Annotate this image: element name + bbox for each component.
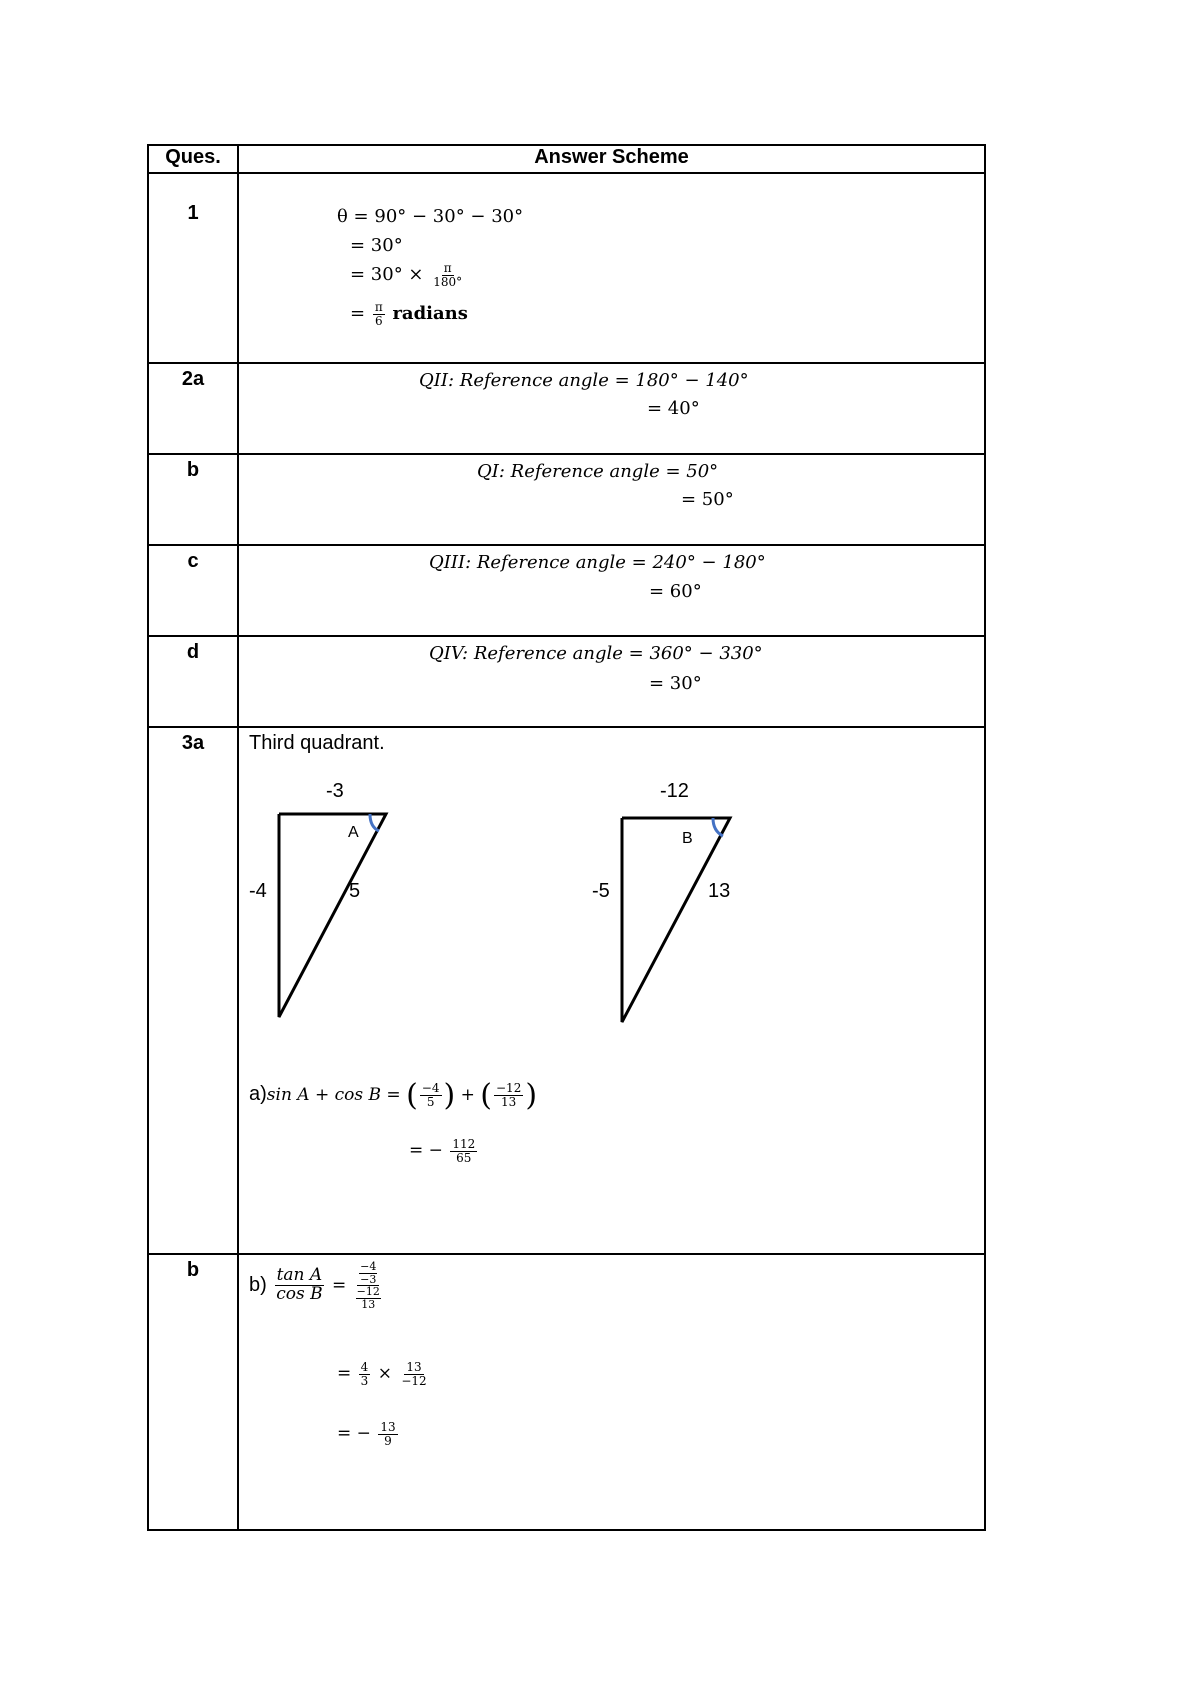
- header-answer-scheme: Answer Scheme: [238, 145, 985, 173]
- q2d-line2: = 30°: [649, 673, 702, 694]
- fraction: [359, 1361, 371, 1387]
- fraction: [274, 1267, 324, 1304]
- header-row: [148, 145, 985, 173]
- q1-line3: [350, 262, 466, 288]
- row-q2b: [148, 454, 985, 545]
- fraction: [450, 1138, 477, 1164]
- denominator: 3: [360, 1373, 369, 1388]
- plus-sign: +: [460, 1085, 475, 1105]
- q2a-line2: = 40°: [647, 398, 700, 419]
- equals-sign: =: [337, 1363, 352, 1384]
- denominator: 180°: [433, 274, 463, 289]
- times-sign: ×: [377, 1363, 392, 1384]
- question-number: 3a: [148, 727, 238, 1254]
- q2c-line1: QIII: Reference angle = 240° − 180°: [429, 552, 766, 573]
- q2b-line1: QI: Reference angle = 50°: [477, 461, 719, 482]
- numerator: π: [374, 300, 383, 314]
- left-paren: (: [480, 1078, 492, 1113]
- q3b-prefix: b): [249, 1274, 267, 1297]
- q2d-line1: QIV: Reference angle = 360° − 330°: [429, 643, 763, 664]
- left-paren: (: [406, 1078, 418, 1113]
- triangle-b-hyp-label: 13: [708, 880, 731, 902]
- triangle-b-side-label: -5: [592, 880, 610, 902]
- fraction: [420, 1082, 442, 1108]
- question-number: 2a: [148, 363, 238, 454]
- row-q2a: [148, 363, 985, 454]
- triangle-a-hyp-label: 5: [349, 880, 361, 902]
- triangle-b-outline: [622, 818, 730, 1022]
- q3b-result-prefix: = −: [337, 1423, 371, 1444]
- row-q2d: [148, 636, 985, 727]
- fraction: [431, 262, 464, 288]
- fraction: [373, 301, 385, 327]
- fraction: [399, 1361, 428, 1387]
- compound-numerator: [357, 1261, 379, 1286]
- right-paren: ): [443, 1078, 456, 1113]
- triangle-b-vertex-label: B: [682, 830, 693, 847]
- numerator: π: [443, 261, 452, 275]
- question-number: b: [148, 454, 238, 545]
- q3a-result-prefix: = −: [409, 1140, 443, 1161]
- q1-line2: = 30°: [350, 235, 403, 256]
- triangle-a-vertex-label: A: [348, 824, 359, 841]
- question-number: b: [148, 1254, 238, 1530]
- q3a-result: [409, 1138, 479, 1164]
- numerator: −12: [356, 1285, 380, 1299]
- q3b-step1: [249, 1261, 385, 1310]
- question-number: c: [148, 545, 238, 636]
- question-number: 1: [148, 173, 238, 363]
- q1-line4: [350, 301, 468, 327]
- numerator: −4: [421, 1081, 440, 1096]
- denominator: 13: [501, 1095, 517, 1109]
- triangle-a-top-label: -3: [326, 780, 344, 802]
- denominator: −12: [401, 1373, 427, 1388]
- row-q1: [148, 173, 985, 363]
- q3a-intro: Third quadrant.: [249, 732, 385, 754]
- q3a-prefix: a): [249, 1083, 267, 1105]
- numerator: −12: [496, 1081, 522, 1096]
- denominator: 65: [456, 1150, 472, 1165]
- numerator: tan A: [276, 1265, 323, 1286]
- row-q2c: [148, 545, 985, 636]
- answer-cell: [238, 1254, 985, 1530]
- numerator: 112: [452, 1137, 476, 1151]
- denominator: −3: [360, 1272, 377, 1286]
- q2b-line2: = 50°: [681, 489, 734, 510]
- q1-line4-unit: radians: [392, 303, 468, 325]
- row-q3a: [148, 727, 985, 1254]
- triangle-b-top-label: -12: [660, 780, 689, 802]
- q1-line1: θ = 90° − 30° − 30°: [337, 206, 524, 227]
- row-q3b: [148, 1254, 985, 1530]
- q3b-step2: [337, 1361, 431, 1387]
- numerator: 13: [380, 1420, 396, 1434]
- header-question: Ques.: [148, 145, 238, 173]
- answer-scheme-table: [147, 144, 986, 1531]
- q3b-step3: [337, 1421, 400, 1447]
- answer-cell: [238, 545, 985, 636]
- equals-sign: =: [332, 1275, 347, 1296]
- q1-line3-prefix: = 30° ×: [350, 264, 424, 286]
- numerator: −4: [360, 1260, 377, 1273]
- denominator: 9: [384, 1433, 392, 1448]
- compound-denominator: [354, 1286, 383, 1310]
- q3a-expression: [249, 1078, 537, 1113]
- q2c-line2: = 60°: [649, 581, 702, 602]
- question-number: d: [148, 636, 238, 727]
- fraction: [494, 1082, 523, 1108]
- denominator: 5: [426, 1095, 435, 1109]
- triangle-a-outline: [279, 814, 386, 1017]
- answer-cell: [238, 727, 985, 1254]
- fraction: [378, 1421, 397, 1447]
- numerator: 13: [406, 1360, 422, 1374]
- numerator: 4: [360, 1360, 369, 1374]
- right-paren: ): [525, 1078, 538, 1113]
- denominator: cos B: [276, 1284, 323, 1305]
- denominator: 6: [374, 313, 383, 328]
- q3a-lhs: sin A + cos B =: [266, 1085, 401, 1105]
- answer-cell: [238, 363, 985, 454]
- answer-cell: [238, 173, 985, 363]
- q2a-line1: QII: Reference angle = 180° − 140°: [419, 370, 749, 391]
- q1-line4-prefix: =: [350, 303, 366, 325]
- answer-cell: [238, 454, 985, 545]
- answer-scheme-sheet: [147, 144, 984, 1535]
- answer-cell: [238, 636, 985, 727]
- denominator: 13: [361, 1297, 376, 1311]
- triangle-a-side-label: -4: [249, 880, 267, 902]
- compound-fraction: [354, 1261, 383, 1310]
